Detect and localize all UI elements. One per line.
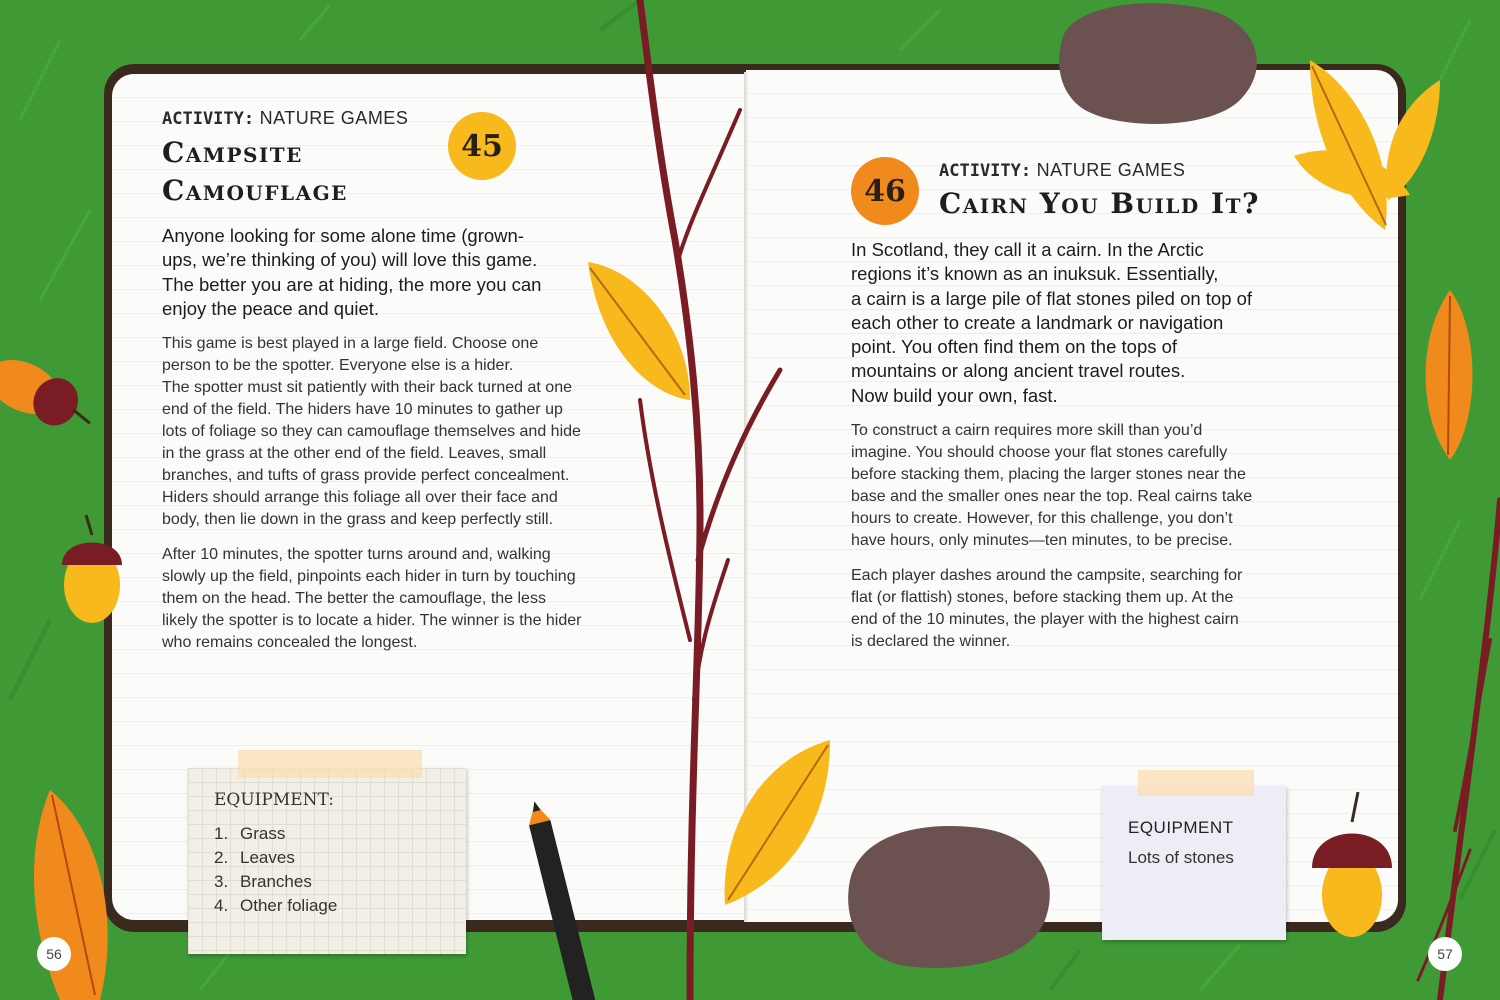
page-title-left: Campsite Camouflage <box>162 136 348 207</box>
tape-strip <box>238 750 422 778</box>
equipment-title-right: EQUIPMENT <box>1128 818 1234 837</box>
acorn-icon <box>62 515 122 623</box>
stone-icon <box>1059 3 1257 124</box>
tape-strip <box>1138 770 1254 796</box>
leaf-icon <box>1426 290 1473 460</box>
body-paragraph-2-right: Each player dashes around the campsite, searching for flat (or flattish) stones, before stacking them up. At the end of the 10 minutes, the player with the highest cairn is declared the winner. <box>851 567 1243 650</box>
intro-text-left: Anyone looking for some alone time (grown- ups, we’re thinking of you) will love this game. The better you are at hiding, the more you can enjoy the peace and quiet. <box>162 225 542 319</box>
activity-label-left: ACTIVITY: NATURE GAMES <box>162 108 409 129</box>
activity-number-badge-45: 45 <box>448 112 516 180</box>
page-title-right: Cairn You Build It? <box>939 187 1260 220</box>
acorn-icon <box>1312 792 1392 937</box>
equipment-title-left: EQUIPMENT: <box>214 790 334 810</box>
page-number-left: 56 <box>37 937 71 971</box>
equipment-note-left <box>188 768 466 954</box>
list-item: 1. Grass <box>214 824 286 843</box>
body-paragraph-1-right: To construct a cairn requires more skill than you’d imagine. You should choose your flat stones carefully before stacking them, placing the larger stones near the base and the smaller ones near the top. Real cairns take hours to create. However, for this challenge, you don’t have hours, only minutes—ten minutes, to be precise. <box>851 422 1253 549</box>
body-paragraph-2-left: After 10 minutes, the spotter turns around and, walking slowly up the field, pinpoints each hider in turn by touching them on the head. The better the camouflage, the less likely the spotter is to locate a hider. The winner is the hider who remains concealed the longest. <box>162 546 582 651</box>
page-number-right: 57 <box>1428 937 1462 971</box>
pencil-icon <box>524 799 597 1000</box>
leaf-icon <box>588 262 690 400</box>
intro-text-right: In Scotland, they call it a cairn. In the Arctic regions it’s known as an inuksuk. Essentially, a cairn is a large pile of flat stones piled on top of each other to create a landmark or navigation point. You often find them on the tops of mountains or along ancient travel routes. Now build your own, fast. <box>851 239 1253 406</box>
activity-number-badge-46: 46 <box>851 157 919 225</box>
list-item: 3. Branches <box>214 872 312 891</box>
list-item: 4. Other foliage <box>214 896 338 915</box>
equipment-note-right <box>1102 786 1286 940</box>
equipment-text-right: Lots of stones <box>1128 848 1234 867</box>
leaf-icon <box>725 740 830 905</box>
acorn-icon <box>0 349 102 440</box>
stone-icon <box>848 826 1050 968</box>
equipment-list-left <box>214 822 337 918</box>
leaf-icon <box>1294 60 1440 230</box>
activity-label-right: ACTIVITY: NATURE GAMES <box>939 160 1186 181</box>
body-paragraph-1-left: This game is best played in a large field. Choose one person to be the spotter. Everyone else is a hider. The spotter must sit patiently with their back turned at one end of the field. The hiders have 10 minutes to gather up lots of foliage so they can camouflage themselves and hide in the grass at the other end of the field. Leaves, small branches, and tufts of grass provide perfect concealment. Hiders should arrange this foliage all over their face and body, then lie down in the grass and keep perfectly still. <box>162 335 581 528</box>
list-item: 2. Leaves <box>214 848 295 867</box>
